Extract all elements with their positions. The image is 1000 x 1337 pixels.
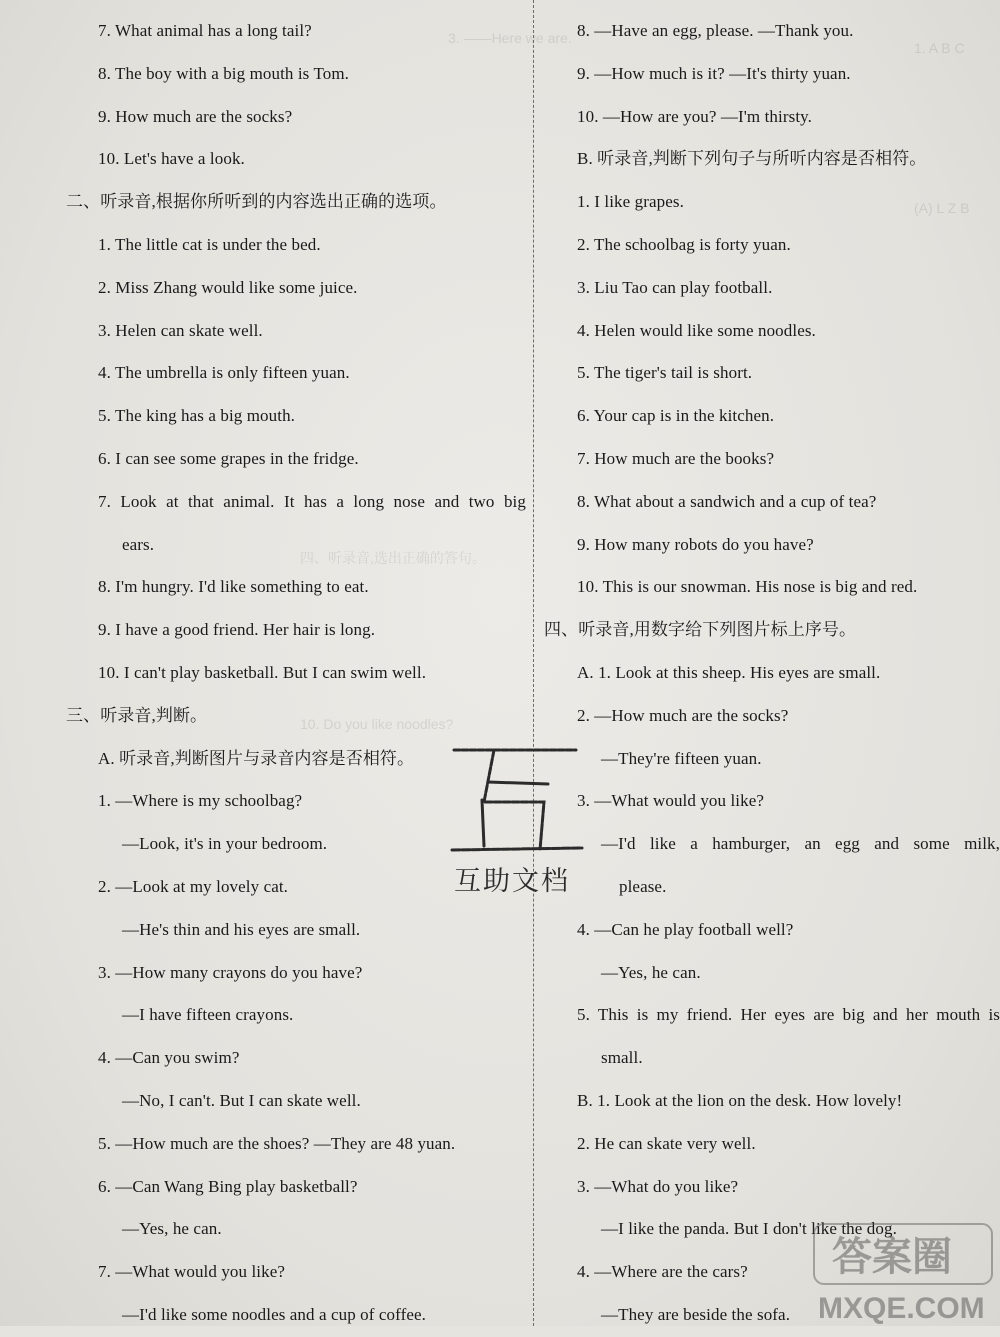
text-line: —Look, it's in your bedroom. xyxy=(122,834,328,854)
text-line: 5. —How much are the shoes? —They are 48 yuan. xyxy=(98,1133,456,1153)
text-line: 6. Your cap is in the kitchen. xyxy=(577,406,775,426)
text-line: B. 1. Look at the lion on the desk. How lovely! xyxy=(577,1090,903,1110)
text-line: 9. How much are the socks? xyxy=(98,106,293,126)
text-line: 6. —Can Wang Bing play basketball? xyxy=(98,1176,358,1196)
text-line: —I'd like a hamburger, an egg and some milk, xyxy=(601,834,1000,854)
text-line: 3. —What do you like? xyxy=(577,1176,739,1196)
text-line: 3. —How many crayons do you have? xyxy=(98,962,363,982)
text-line: A. 1. Look at this sheep. His eyes are small. xyxy=(577,662,881,682)
bleed-through-text: 10. Do you like noodles? xyxy=(300,716,454,732)
section-heading: 二、听录音,根据你所听到的内容选出正确的选项。 xyxy=(66,192,447,212)
text-line: —Yes, he can. xyxy=(601,962,701,982)
text-line: 7. Look at that animal. It has a long nose and two big xyxy=(98,491,526,511)
section-heading: 三、听录音,判断。 xyxy=(66,705,208,725)
text-line: 5. This is my friend. Her eyes are big and her mouth is xyxy=(577,1005,1000,1025)
text-line: 8. What about a sandwich and a cup of tea? xyxy=(577,491,877,511)
text-line: 3. Helen can skate well. xyxy=(98,320,263,340)
text-line: 2. —Look at my lovely cat. xyxy=(98,876,289,896)
text-line: 9. I have a good friend. Her hair is long. xyxy=(98,620,376,640)
watermark-badge-text: 答案圈 xyxy=(832,1234,952,1280)
text-line: 1. The little cat is under the bed. xyxy=(98,234,321,254)
text-line: 8. I'm hungry. I'd like something to eat. xyxy=(98,577,369,597)
text-line: 1. —Where is my schoolbag? xyxy=(98,791,303,811)
text-line: 4. —Where are the cars? xyxy=(577,1262,748,1282)
text-line: 7. How much are the books? xyxy=(577,448,775,468)
text-line: —I'd like some noodles and a cup of coffee. xyxy=(122,1304,426,1324)
text-line: please. xyxy=(619,876,667,896)
bleed-through-text: (A) L Z B xyxy=(914,200,970,216)
text-line: —He's thin and his eyes are small. xyxy=(122,919,361,939)
text-line: ears. xyxy=(122,534,155,554)
text-line: 1. I like grapes. xyxy=(577,192,684,212)
watermark-site-text: MXQE.COM xyxy=(818,1292,985,1325)
site-watermark xyxy=(806,1218,1000,1326)
text-line: 3. Liu Tao can play football. xyxy=(577,277,773,297)
text-line: 4. —Can you swim? xyxy=(98,1048,240,1068)
bleed-through-text: 1. A B C xyxy=(914,40,965,56)
right-column xyxy=(544,10,1000,1337)
text-line: 4. Helen would like some noodles. xyxy=(577,320,816,340)
text-line: 9. How many robots do you have? xyxy=(577,534,814,554)
left-column xyxy=(66,10,526,1337)
text-line: —They are beside the sofa. xyxy=(601,1304,791,1324)
text-line: A. 听录音,判断图片与录音内容是否相符。 xyxy=(98,748,415,768)
text-line: —Yes, he can. xyxy=(122,1219,222,1239)
text-line: 5. The tiger's tail is short. xyxy=(577,363,753,383)
text-line: —No, I can't. But I can skate well. xyxy=(122,1090,361,1110)
text-line: 2. The schoolbag is forty yuan. xyxy=(577,234,791,254)
watermark-caption: 互助文档 xyxy=(454,866,570,897)
bleed-through-text: 四、听录音,选出正确的答句。 xyxy=(300,550,486,566)
text-line: 4. —Can he play football well? xyxy=(577,919,794,939)
text-line: 2. He can skate very well. xyxy=(577,1133,756,1153)
text-line: B. 听录音,判断下列句子与所听内容是否相符。 xyxy=(577,149,927,169)
text-line: 2. Miss Zhang would like some juice. xyxy=(98,277,358,297)
text-line: 7. What animal has a long tail? xyxy=(98,21,312,40)
watermark-logo xyxy=(444,742,594,902)
text-line: 7. —What would you like? xyxy=(98,1262,286,1282)
text-line: 10. This is our snowman. His nose is big and red. xyxy=(577,577,918,597)
text-line: 8. The boy with a big mouth is Tom. xyxy=(98,63,350,83)
text-line: 8. —Have an egg, please. —Thank you. xyxy=(577,21,854,40)
text-line: 10. —How are you? —I'm thirsty. xyxy=(577,106,812,126)
text-line: 9. —How much is it? —It's thirty yuan. xyxy=(577,63,851,83)
text-line: —I have fifteen crayons. xyxy=(122,1005,294,1025)
text-line: 6. I can see some grapes in the fridge. xyxy=(98,448,359,468)
section-heading: 四、听录音,用数字给下列图片标上序号。 xyxy=(544,620,857,640)
text-line: 5. The king has a big mouth. xyxy=(98,406,296,426)
text-line: 3. —What would you like? xyxy=(577,791,765,811)
text-line: —They're fifteen yuan. xyxy=(601,748,762,768)
text-line: small. xyxy=(601,1048,643,1068)
text-line: 10. I can't play basketball. But I can swim well. xyxy=(98,662,427,682)
text-line: 4. The umbrella is only fifteen yuan. xyxy=(98,363,350,383)
text-line: 2. —How much are the socks? xyxy=(577,705,789,725)
text-line: —I like the panda. But I don't like the dog. xyxy=(601,1219,897,1239)
column-divider xyxy=(533,0,534,1326)
bleed-through-text: 3. ——Here we are. xyxy=(448,30,572,46)
text-line: 10. Let's have a look. xyxy=(98,149,245,169)
